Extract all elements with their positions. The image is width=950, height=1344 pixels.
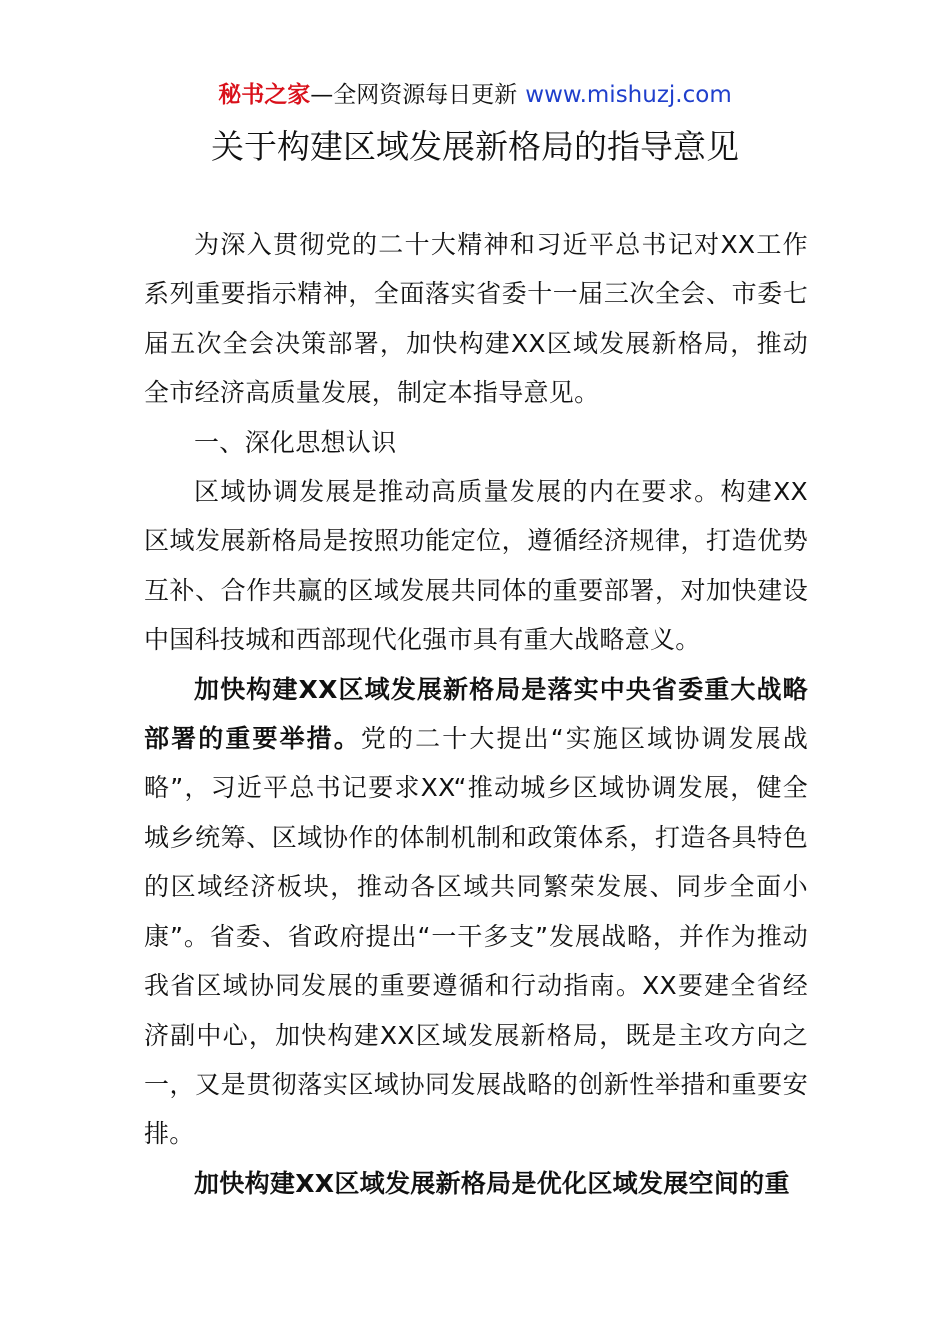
document-title: 关于构建区域发展新格局的指导意见	[211, 127, 739, 166]
paragraph-text: 一、深化思想认识	[194, 427, 397, 457]
paragraph-spatial-optimization	[144, 1159, 808, 1208]
document-body	[144, 220, 808, 1208]
paragraph-lead: 加快构建XX区域发展新格局是落实中央省委重大战略部署的重要举措。	[144, 674, 808, 754]
section-heading-1	[144, 418, 808, 467]
site-tagline: —全网资源每日更新	[310, 82, 518, 108]
paragraph-regional-coordination	[144, 467, 808, 665]
paragraph-text: 党的二十大提出“实施区域协调发展战略”，习近平总书记要求XX“推动城乡区域协调发展，健全城乡统筹、区域协作的体制机制和政策体系，打造各具特色的区域经济板块，推动各区域共同繁荣发展、同步全面小康”。省委、省政府提出“一干多支”发展战略，并作为推动我省区域协同发展的重要遵循和行动指南。XX要建全省经济副中心，加快构建XX区域发展新格局，既是主攻方向之一，又是贯彻落实区域协同发展战略的创新性举措和重要安排。	[144, 724, 808, 1149]
paragraph-text: 区域协调发展是推动高质量发展的内在要求。构建XX区域发展新格局是按照功能定位，遵循经济规律，打造优势互补、合作共赢的区域发展共同体的重要部署，对加快建设中国科技城和西部现代化强市具有重大战略意义。	[144, 477, 808, 655]
site-url-link[interactable]: www.mishuzj.com	[525, 82, 732, 108]
paragraph-lead: 加快构建XX区域发展新格局是优化区域发展空间的重	[194, 1168, 790, 1198]
site-brand: 秘书之家	[218, 82, 311, 108]
paragraph-strategic-measure	[144, 665, 808, 1159]
paragraph-text: 为深入贯彻党的二十大精神和习近平总书记对XX工作系列重要指示精神，全面落实省委十一届三次全会、市委七届五次全会决策部署，加快构建XX区域发展新格局，推动全市经济高质量发展，制定本指导意见。	[144, 230, 808, 408]
paragraph-intro	[144, 220, 808, 418]
site-header-banner	[0, 80, 950, 110]
